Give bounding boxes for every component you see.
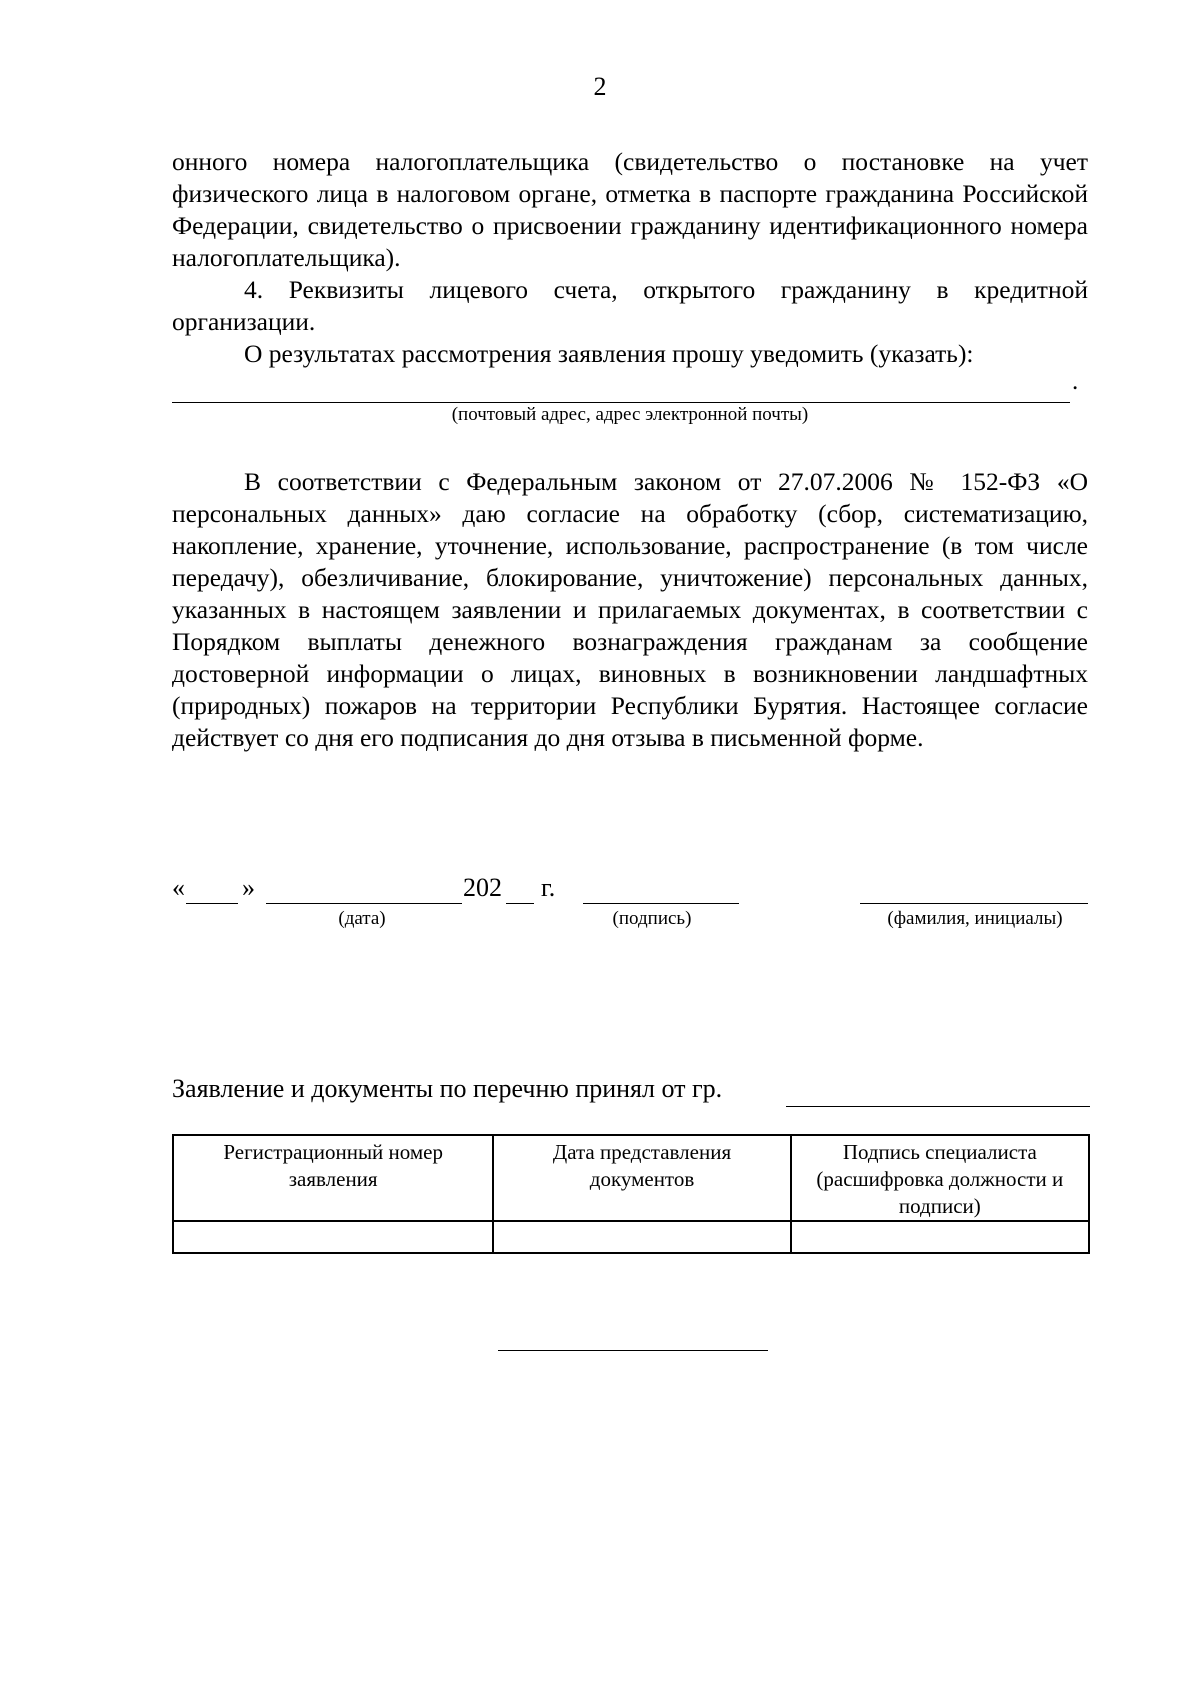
fio-field[interactable] <box>860 875 1088 904</box>
year-field[interactable] <box>506 875 534 904</box>
column-header-submission-date: Дата представления документов <box>493 1135 790 1221</box>
table-cell-specialist-signature[interactable] <box>791 1221 1089 1253</box>
paragraph-taxpayer-id: онного номера налогоплательщика (свидетельство о постановке на учет физического лица в налоговом органе, отметка в паспорте гражданина Российской Федерации, свидетельство о присвоении гражданину идентификационного номера налогоплательщика). <box>172 147 1088 272</box>
table-cell-submission-date[interactable] <box>493 1221 790 1253</box>
accepted-from-field[interactable] <box>786 1078 1090 1107</box>
quote-close: » <box>242 873 255 902</box>
fio-caption: (фамилия, инициалы) <box>887 908 1063 929</box>
acceptance-statement: Заявление и документы по перечню принял от гр. <box>172 1074 723 1103</box>
signature-caption: (подпись) <box>612 908 692 929</box>
page-number: 2 <box>593 72 607 101</box>
table-row <box>173 1221 1089 1253</box>
date-caption: (дата) <box>338 908 386 929</box>
notify-line-period: . <box>1072 368 1079 395</box>
paragraph-personal-data-consent: В соответствии с Федеральным законом от 27.07.2006 № 152-ФЗ «О персональных данных» даю согласие на обработку (сбор, систематизацию, накопление, хранение, уточнение, использование, распространение (в том числе передачу), обезличивание, блокирование, уничтожение) персональных данных, указанных в настоящем заявлении и прилагаемых документах, в соответствии с Порядком выплаты денежного вознаграждения гражданам за сообщение достоверной информации о лицах, виновных в возникновении ландшафтных (природных) пожаров на территории Республики Бурятия. Настоящее согласие действует со дня его подписания до дня отзыва в письменной форме. <box>172 467 1088 752</box>
notify-address-caption: (почтовый адрес, адрес электронной почты) <box>451 404 809 425</box>
year-suffix: г. <box>541 873 556 902</box>
quote-open: « <box>172 873 185 902</box>
day-field[interactable] <box>186 875 238 904</box>
column-header-specialist-signature: Подпись специалиста (расшифровка должности и подписи) <box>791 1135 1089 1221</box>
signature-row <box>0 873 1200 913</box>
paragraph-bank-details: 4. Реквизиты лицевого счета, открытого гражданину в кредитной организации. <box>172 275 1088 336</box>
table-header-row <box>173 1135 1089 1221</box>
paragraph-notify-request: О результатах рассмотрения заявления прошу уведомить (указать): <box>244 339 974 368</box>
month-field[interactable] <box>266 875 462 904</box>
registration-table <box>172 1134 1090 1254</box>
signature-field[interactable] <box>583 875 739 904</box>
year-prefix: 202 <box>463 873 502 902</box>
column-header-reg-number: Регистрационный номер заявления <box>173 1135 493 1221</box>
notify-address-field[interactable] <box>172 372 1070 403</box>
table-cell-reg-number[interactable] <box>173 1221 493 1253</box>
end-of-document-divider <box>498 1350 768 1351</box>
